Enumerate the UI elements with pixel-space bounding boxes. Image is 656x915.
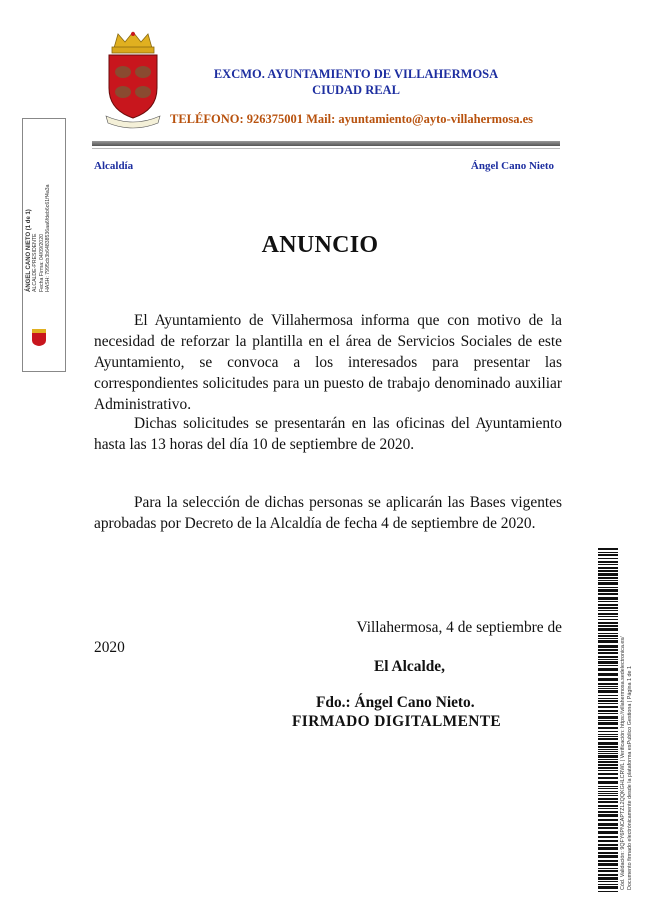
barcode-bar [598, 552, 618, 553]
barcode-bar [598, 781, 618, 784]
barcode-bar [598, 580, 618, 581]
barcode-bar [598, 764, 618, 766]
barcode-bar [598, 884, 618, 885]
barcode-bar [598, 720, 618, 721]
barcode-bar [598, 860, 618, 862]
barcode-bar [598, 640, 618, 643]
stamp-role: ALCALDE-PRESIDENTE [32, 233, 39, 292]
organization-name [140, 66, 572, 98]
barcode-bar [598, 625, 618, 627]
barcode-bar [598, 665, 618, 666]
barcode-bar [598, 798, 618, 800]
barcode-bar [598, 742, 618, 745]
stamp-date: Fecha Firma: 04/09/2020 [38, 234, 45, 292]
barcode-bar [598, 761, 618, 763]
verification-line-2: Documento firmado electrónicamente desde la plataforma esPublico Gestiona | Página 1 de 1 [627, 665, 633, 890]
barcode-bar [598, 610, 618, 611]
body-paragraph-3 [94, 492, 562, 534]
barcode-bar [598, 755, 618, 758]
mayor-name-label: Ángel Cano Nieto [470, 160, 554, 172]
barcode-bar [598, 770, 618, 771]
barcode-bar [598, 753, 618, 754]
barcode-bar [598, 601, 618, 602]
barcode-bar [598, 690, 618, 693]
barcode-bar [598, 698, 618, 699]
barcode-bar [598, 548, 618, 550]
barcode-bar [598, 649, 618, 651]
barcode-bar [598, 564, 618, 565]
barcode-bar [598, 773, 618, 775]
barcode-bar [598, 881, 618, 882]
barcode-bar [598, 808, 618, 809]
barcode-bar [598, 593, 618, 595]
barcode-bar [598, 819, 618, 821]
barcode-bar [598, 638, 618, 639]
barcode-bar [598, 814, 618, 817]
barcode-bar [598, 827, 618, 829]
barcode-bar [598, 656, 618, 658]
signer-role: El Alcalde, [374, 658, 445, 675]
barcode-bar [598, 727, 618, 729]
barcode-bar [598, 619, 618, 620]
barcode-bar [598, 749, 618, 750]
barcode-bar [598, 673, 618, 676]
barcode-bar [598, 716, 618, 719]
barcode-bar [598, 847, 618, 850]
paragraph-2-text: Dichas solicitudes se presentarán en las oficinas del Ayuntamiento hasta las 13 horas del día 10 de septiembre de 2020. [94, 415, 562, 453]
barcode-bar [598, 852, 618, 854]
barcode-bar [598, 734, 618, 735]
barcode-bar [598, 738, 618, 740]
barcode-bar [598, 659, 618, 660]
header-divider-thin [92, 148, 560, 149]
barcode-bar [598, 668, 618, 671]
barcode-bar [598, 823, 618, 826]
barcode-bar [598, 558, 618, 559]
org-line-1: EXCMO. AYUNTAMIENTO DE VILLAHERMOSA [213, 67, 499, 81]
barcode-bar [598, 706, 618, 708]
department-label: Alcaldía [94, 160, 134, 172]
barcode-bar [598, 700, 618, 702]
date-year: 2020 [94, 639, 125, 656]
document-title: ANUNCIO [261, 232, 379, 258]
barcode-bar [598, 746, 618, 748]
body-paragraph-1 [94, 310, 562, 415]
barcode-bar [598, 683, 618, 685]
barcode-bar [598, 855, 618, 858]
barcode-bar [598, 791, 618, 792]
barcode-bar [598, 573, 618, 576]
verification-line-1: Cód. Validación: 9QFY6PNCAPTZL2QQKGHLCRWL | Verificación: https://villahermosa.sedelectronica.es/ [620, 636, 626, 890]
barcode-bar [598, 805, 618, 807]
barcode-bar [598, 870, 618, 872]
barcode-bar [598, 582, 618, 585]
barcode-bar [598, 633, 618, 634]
barcode-bar [598, 801, 618, 803]
barcode-bar [598, 793, 618, 794]
barcode-bar [598, 567, 618, 569]
barcode-bar [598, 831, 618, 834]
barcode-bar [598, 554, 618, 556]
barcode-bar [598, 811, 618, 813]
barcode-bar [598, 695, 618, 696]
barcode-bar [598, 713, 618, 714]
barcode-bar [598, 759, 618, 760]
paragraph-1-text: El Ayuntamiento de Villahermosa informa que con motivo de la necesidad de reforzar la plantilla en el área de Servicios Sociales de este Ayuntamiento, se convoca a los interesados para presentar las correspondientes solicitudes para un puesto de trabajo denominado auxiliar Administrativo. [94, 312, 562, 413]
barcode-bar [598, 570, 618, 572]
barcode-bar [598, 635, 618, 637]
barcode-bar [598, 710, 618, 712]
barcode-bar [598, 863, 618, 866]
header-divider [92, 141, 560, 146]
barcode-bar [598, 616, 618, 617]
small-crest-icon [30, 328, 48, 346]
barcode-bar [598, 604, 618, 606]
barcode-bar [598, 844, 618, 846]
digital-signature-note: FIRMADO DIGITALMENTE [292, 713, 502, 730]
contact-line: TELÉFONO: 926375001 Mail: ayuntamiento@ayto-villahermosa.es [170, 112, 534, 126]
signed-by: Fdo.: Ángel Cano Nieto. [316, 694, 475, 711]
org-line-2: CIUDAD REAL [312, 83, 400, 97]
barcode-bar [598, 613, 618, 615]
barcode-bar [598, 597, 618, 600]
body-paragraph-2 [94, 413, 562, 455]
barcode-bar [598, 736, 618, 737]
barcode-bar [598, 877, 618, 880]
barcode-bar [598, 645, 618, 648]
stamp-hash: HASH: 7995cb3b64838536aa6fdeb6c61ff4a3a [45, 184, 52, 292]
stamp-signer: ÁNGEL CANO NIETO (1 de 1) [26, 209, 32, 292]
barcode-bar [598, 786, 618, 787]
verification-text [620, 636, 634, 890]
barcode-bar [598, 628, 618, 631]
barcode-bar [598, 767, 618, 769]
place-date: Villahermosa, 4 de septiembre de [356, 619, 562, 636]
barcode-bar [598, 836, 618, 838]
barcode-bar [598, 722, 618, 725]
barcode-bar [598, 661, 618, 664]
barcode-bar [598, 840, 618, 842]
barcode-bar [598, 652, 618, 654]
barcode-bar [598, 788, 618, 789]
barcode-bar [598, 731, 618, 732]
barcode-bar [598, 703, 618, 704]
barcode-bar [598, 686, 618, 687]
barcode-bar [598, 607, 618, 609]
barcode-bar [598, 751, 618, 752]
barcode-bar [598, 891, 618, 892]
barcode-bar [598, 777, 618, 779]
barcode-bar [598, 587, 618, 588]
barcode-bar [598, 688, 618, 689]
barcode-bar [598, 795, 618, 796]
barcode-bar [598, 589, 618, 592]
barcode-bar [598, 874, 618, 876]
barcode-bar [598, 868, 618, 869]
barcode-bar [598, 886, 618, 889]
barcode-bar [598, 561, 618, 563]
barcode-bar [598, 622, 618, 624]
barcode-bar [598, 577, 618, 579]
barcode-bar [598, 678, 618, 681]
paragraph-3-text: Para la selección de dichas personas se aplicarán las Bases vigentes aprobadas por Decreto de la Alcaldía de fecha 4 de septiembre de 2020. [94, 494, 562, 532]
